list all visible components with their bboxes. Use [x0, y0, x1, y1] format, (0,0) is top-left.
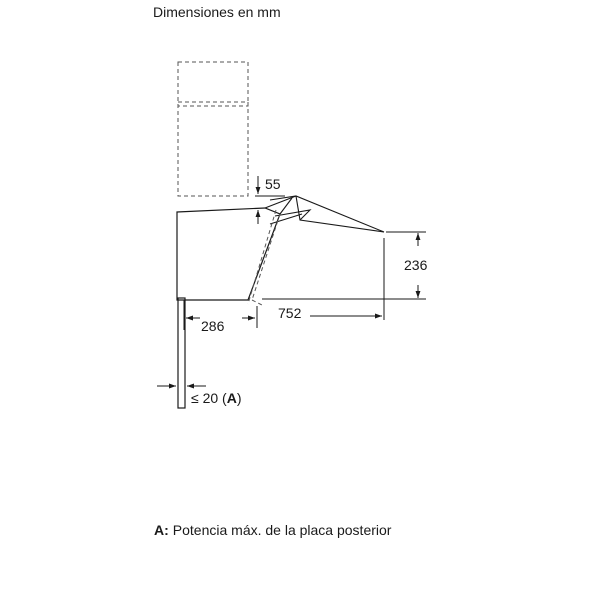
dimension-backplate-label: ≤ 20 (A)	[191, 390, 242, 406]
legend-text: Potencia máx. de la placa posterior	[172, 522, 392, 538]
chimney-outline	[178, 62, 248, 196]
dimension-286-label: 286	[201, 318, 225, 334]
hood-body	[177, 208, 280, 300]
dimension-55-label: 55	[265, 176, 281, 192]
diagram-title: Dimensiones en mm	[153, 4, 281, 20]
legend-key: A:	[154, 522, 169, 538]
dimension-236-label: 236	[404, 257, 428, 273]
legend-note	[154, 522, 391, 538]
dimension-236	[262, 232, 426, 299]
dimension-752-label: 752	[278, 305, 302, 321]
hood-glass-panel	[265, 196, 384, 232]
